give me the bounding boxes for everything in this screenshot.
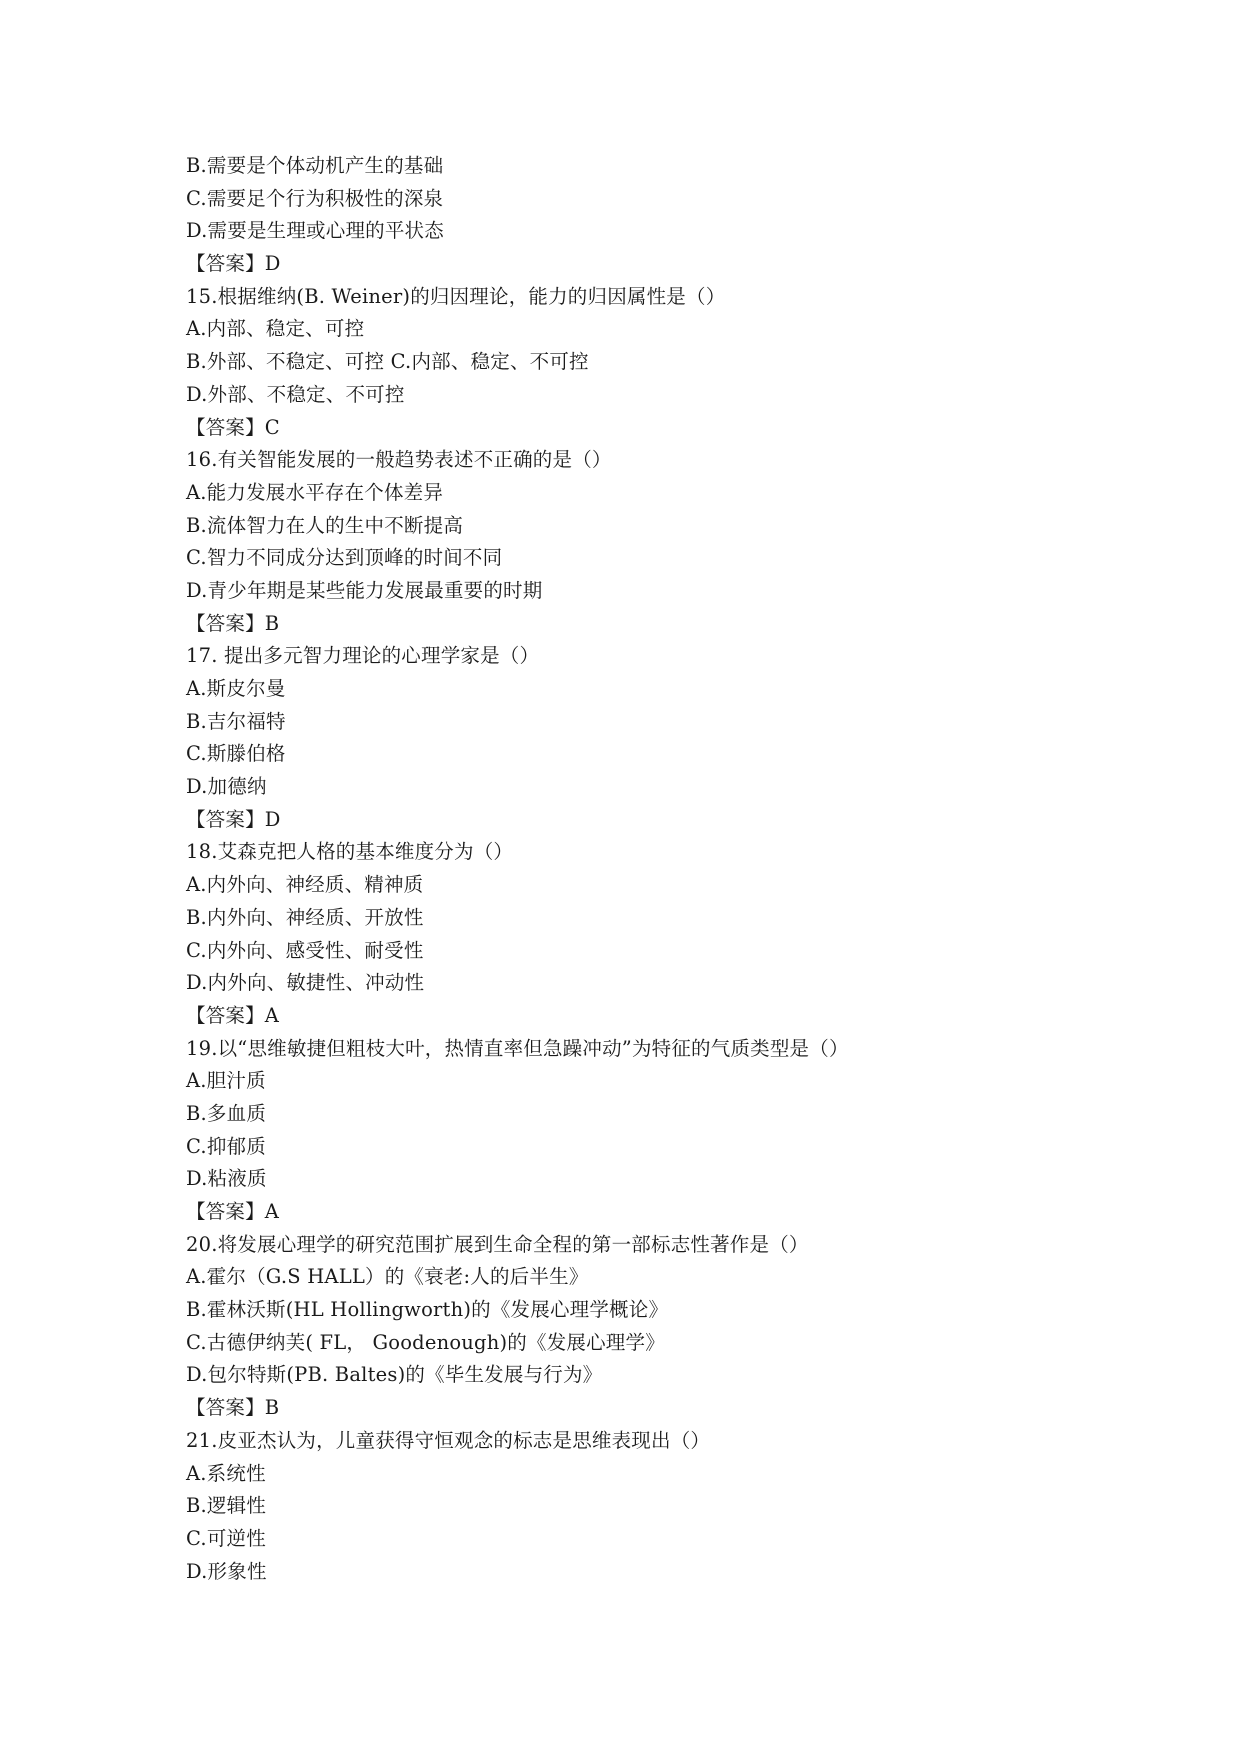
question-line: 21.皮亚杰认为，儿童获得守恒观念的标志是思维表现出（） <box>186 1428 711 1452</box>
option-line: B.内外向、神经质、开放性 <box>186 905 424 929</box>
answer-line: 【答案】D <box>186 807 281 831</box>
option-line: B.吉尔福特 <box>186 709 286 733</box>
option-line: D.加德纳 <box>186 775 267 799</box>
option-line: C.内外向、感受性、耐受性 <box>186 938 424 962</box>
option-line: C.斯滕伯格 <box>186 742 286 766</box>
question-line: 15.根据维纳(B. Weiner)的归因理论，能力的归因属性是（） <box>186 284 726 308</box>
option-line: D.外部、不稳定、不可控 <box>186 382 405 406</box>
option-line: A.能力发展水平存在个体差异 <box>186 480 444 504</box>
option-line: D.需要是生理或心理的平状态 <box>186 219 444 243</box>
option-line: B.霍林沃斯(HL Hollingworth)的《发展心理学概论》 <box>186 1298 669 1322</box>
option-line: A.霍尔（G.S HALL）的《衰老:人的后半生》 <box>186 1265 589 1289</box>
question-line: 16.有关智能发展的一般趋势表述不正确的是（） <box>186 448 612 472</box>
option-line: C.需要足个行为积极性的深泉 <box>186 186 444 210</box>
question-line: 18.艾森克把人格的基本维度分为（） <box>186 840 514 864</box>
option-line: D.包尔特斯(PB. Baltes)的《毕生发展与行为》 <box>186 1363 603 1387</box>
option-line: B.流体智力在人的生中不断提高 <box>186 513 464 537</box>
option-line: C.抑郁质 <box>186 1134 266 1158</box>
option-line: D.内外向、敏捷性、冲动性 <box>186 971 425 995</box>
option-line: D.粘液质 <box>186 1167 267 1191</box>
option-line: A.胆汁质 <box>186 1069 266 1093</box>
option-line: C.可逆性 <box>186 1526 266 1550</box>
option-line: D.青少年期是某些能力发展最重要的时期 <box>186 578 543 602</box>
option-line: A.斯皮尔曼 <box>186 677 286 700</box>
answer-line: 【答案】B <box>186 1396 280 1420</box>
question-line: 20.将发展心理学的研究范围扩展到生命全程的第一部标志性著作是（） <box>186 1232 809 1256</box>
option-line: C.智力不同成分达到顶峰的时间不同 <box>186 546 503 570</box>
option-line: A.内部、稳定、可控 <box>186 317 365 341</box>
option-line: B.需要是个体动机产生的基础 <box>186 154 444 177</box>
option-line: D.形象性 <box>186 1559 267 1583</box>
answer-line: 【答案】C <box>186 415 280 439</box>
option-line: B.多血质 <box>186 1101 267 1125</box>
document-page <box>186 150 1146 1588</box>
option-line: A.系统性 <box>186 1461 266 1485</box>
answer-line: 【答案】B <box>186 611 280 635</box>
option-line: B.外部、不稳定、可控 C.内部、稳定、不可控 <box>186 350 589 374</box>
answer-line: 【答案】A <box>186 1200 280 1223</box>
answer-line: 【答案】A <box>186 1003 280 1027</box>
question-line: 17. 提出多元智力理论的心理学家是（） <box>186 644 540 668</box>
answer-line: 【答案】D <box>186 252 281 276</box>
question-line: 19.以“思维敏捷但粗枝大叶，热情直率但急躁冲动”为特征的气质类型是（） <box>186 1036 849 1060</box>
option-line: C.古德伊纳芙( FL， Goodenough)的《发展心理学》 <box>186 1330 665 1354</box>
option-line: A.内外向、神经质、精神质 <box>186 873 424 897</box>
option-line: B.逻辑性 <box>186 1494 267 1518</box>
